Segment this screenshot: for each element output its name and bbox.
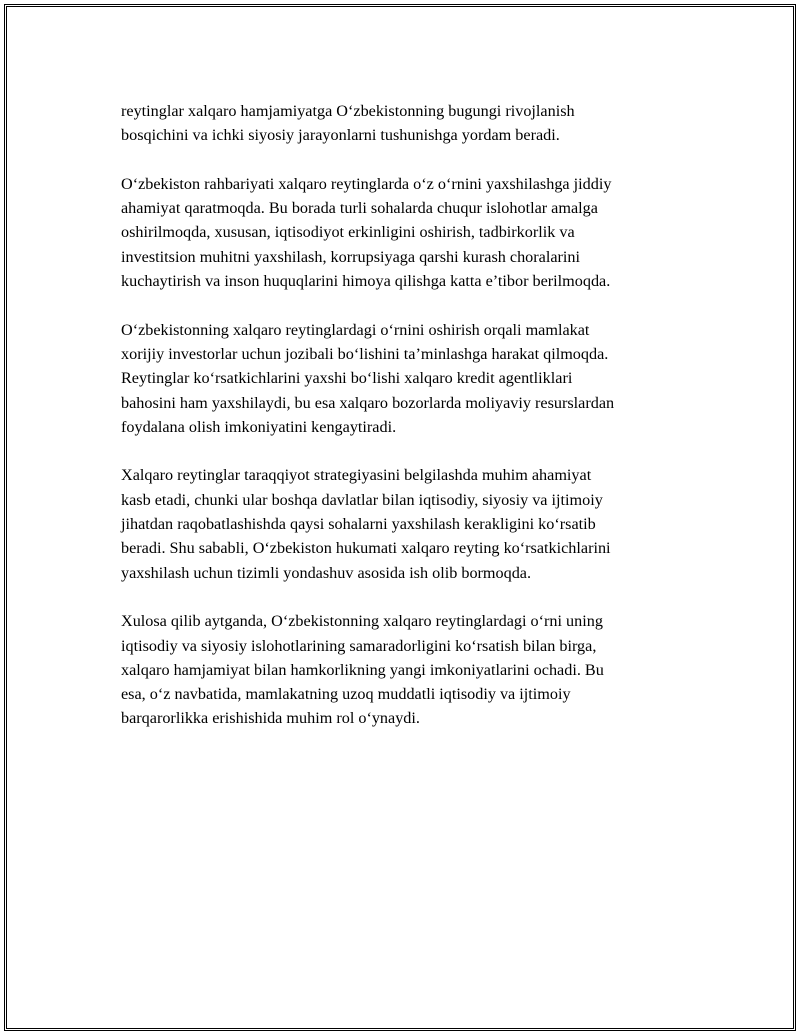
paragraph-1: reytinglar xalqaro hamjamiyatga O‘zbekistonning bugungi rivojlanish bosqichini va ichki siyosiy jarayonlarni tushunishga yordam beradi.	[121, 102, 575, 145]
document-body	[121, 99, 701, 755]
paragraph-4: Xalqaro reytinglar taraqqiyot strategiyasini belgilashda muhim ahamiyat kasb etadi, chunki ular boshqa davlatlar bilan iqtisodiy, siyosiy va ijtimoiy jihatdan raqobatlashishda qaysi sohalarni yaxshilash kerakligini ko‘rsatib beradi. Shu sababli, O‘zbekiston hukumati xalqaro reyting ko‘rsatkichlarini yaxshilash uchun tizimli yondashuv asosida ish olib bormoqda.	[121, 466, 611, 582]
paragraph-2: O‘zbekiston rahbariyati xalqaro reytinglarda o‘z o‘rnini yaxshilashga jiddiy ahamiyat qaratmoqda. Bu borada turli sohalarda chuqur islohotlar amalga oshirilmoqda, xususan, iqtisodiyot erkinligini oshirish, tadbirkorlik va investitsion muhitni yaxshilash, korrupsiyaga qarshi kurash choralarini kuchaytirish va inson huquqlarini himoya qilishga katta e’tibor berilmoqda.	[121, 174, 612, 291]
paragraph-3: O‘zbekistonning xalqaro reytinglardagi o‘rnini oshirish orqali mamlakat xorijiy investorlar uchun jozibali bo‘lishini ta’minlashga harakat qilmoqda. Reytinglar ko‘rsatkichlarini yaxshi bo‘lishi xalqaro kredit agentliklari bahosini ham yaxshilaydi, bu esa xalqaro bozorlarda moliyaviy resurslardan foydalana olish imkoniyatini kengaytiradi.	[121, 320, 615, 436]
page-frame	[4, 4, 796, 1031]
paragraph-5: Xulosa qilib aytganda, O‘zbekistonning xalqaro reytinglardagi o‘rni uning iqtisodiy va siyosiy islohotlarining samaradorligini ko‘rsatish bilan birga, xalqaro hamjamiyat bilan hamkorlikning yangi imkoniyatlarini ochadi. Bu esa, o‘z navbatida, mamlakatning uzoq muddatli iqtisodiy va ijtimoiy barqarorlikka erishishida muhim rol o‘ynaydi.	[121, 612, 604, 728]
